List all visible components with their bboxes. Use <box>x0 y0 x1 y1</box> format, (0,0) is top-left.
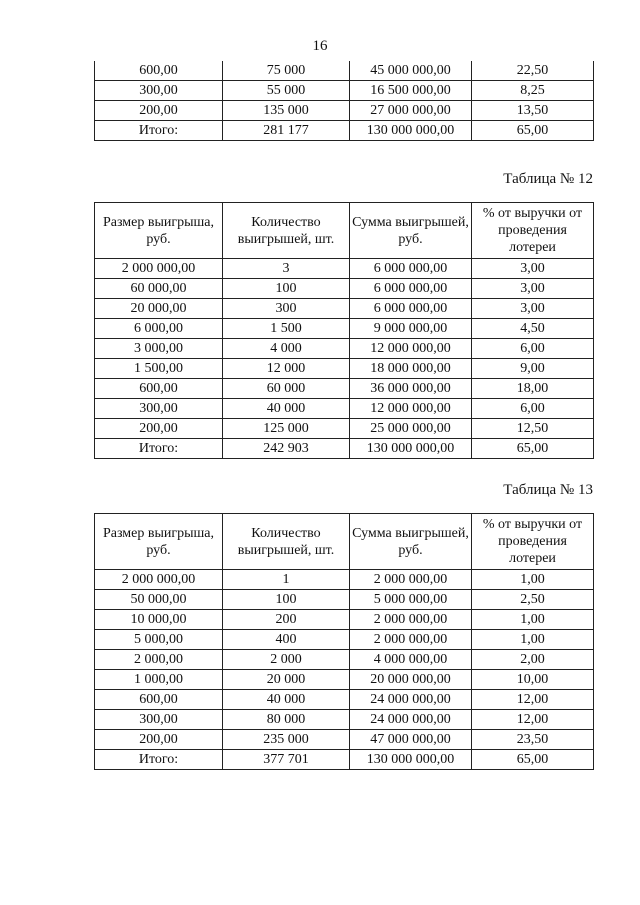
cell-prize-count: 377 701 <box>223 750 350 770</box>
cell-prize-count: 200 <box>223 610 350 630</box>
cell-prize-size: 60 000,00 <box>95 279 223 299</box>
table-row <box>95 299 594 319</box>
prize-table-13 <box>94 513 594 770</box>
cell-revenue-percent: 6,00 <box>472 339 594 359</box>
cell-prize-sum: 20 000 000,00 <box>350 670 472 690</box>
cell-prize-sum: 2 000 000,00 <box>350 630 472 650</box>
table-row <box>95 710 594 730</box>
table-13-caption: Таблица № 13 <box>503 482 593 498</box>
cell-prize-size: 600,00 <box>95 379 223 399</box>
cell-revenue-percent: 1,00 <box>472 630 594 650</box>
cell-prize-size: 200,00 <box>95 101 223 121</box>
cell-prize-count: 135 000 <box>223 101 350 121</box>
cell-prize-sum: 2 000 000,00 <box>350 570 472 590</box>
cell-prize-count: 75 000 <box>223 61 350 81</box>
cell-revenue-percent: 13,50 <box>472 101 594 121</box>
cell-prize-size: Итого: <box>95 439 223 459</box>
cell-prize-count: 100 <box>223 590 350 610</box>
table-row <box>95 730 594 750</box>
cell-prize-count: 20 000 <box>223 670 350 690</box>
cell-revenue-percent: 3,00 <box>472 279 594 299</box>
cell-prize-sum: 4 000 000,00 <box>350 650 472 670</box>
header-prize-count: Количество выигрышей, шт. <box>223 203 350 259</box>
table-header-row <box>95 203 594 259</box>
table-row <box>95 630 594 650</box>
table-row <box>95 670 594 690</box>
cell-prize-size: 300,00 <box>95 710 223 730</box>
header-prize-sum: Сумма выигрышей, руб. <box>350 203 472 259</box>
cell-prize-count: 40 000 <box>223 690 350 710</box>
cell-prize-sum: 27 000 000,00 <box>350 101 472 121</box>
table-12-caption: Таблица № 12 <box>503 171 593 187</box>
table-row <box>95 690 594 710</box>
cell-revenue-percent: 3,00 <box>472 259 594 279</box>
cell-prize-count: 12 000 <box>223 359 350 379</box>
cell-prize-size: 1 500,00 <box>95 359 223 379</box>
table-row <box>95 339 594 359</box>
table-row <box>95 101 594 121</box>
cell-prize-size: 6 000,00 <box>95 319 223 339</box>
header-revenue-percent: % от выручки от проведения лотереи <box>472 203 594 259</box>
cell-prize-sum: 130 000 000,00 <box>350 121 472 141</box>
header-prize-size: Размер выигрыша, руб. <box>95 203 223 259</box>
cell-revenue-percent: 65,00 <box>472 439 594 459</box>
cell-prize-size: 20 000,00 <box>95 299 223 319</box>
cell-prize-size: 2 000 000,00 <box>95 570 223 590</box>
cell-revenue-percent: 4,50 <box>472 319 594 339</box>
cell-prize-count: 100 <box>223 279 350 299</box>
cell-prize-count: 300 <box>223 299 350 319</box>
cell-revenue-percent: 1,00 <box>472 610 594 630</box>
cell-prize-count: 2 000 <box>223 650 350 670</box>
cell-prize-size: 600,00 <box>95 690 223 710</box>
cell-revenue-percent: 65,00 <box>472 121 594 141</box>
cell-prize-size: 3 000,00 <box>95 339 223 359</box>
cell-prize-count: 1 <box>223 570 350 590</box>
cell-prize-sum: 5 000 000,00 <box>350 590 472 610</box>
cell-prize-count: 40 000 <box>223 399 350 419</box>
cell-revenue-percent: 3,00 <box>472 299 594 319</box>
cell-prize-sum: 130 000 000,00 <box>350 750 472 770</box>
table-body <box>95 570 594 770</box>
prize-table-12 <box>94 202 594 459</box>
table-row <box>95 279 594 299</box>
table-total-row <box>95 439 594 459</box>
header-prize-sum: Сумма выигрышей, руб. <box>350 514 472 570</box>
cell-prize-count: 80 000 <box>223 710 350 730</box>
table-row <box>95 570 594 590</box>
table-body <box>95 259 594 459</box>
cell-revenue-percent: 1,00 <box>472 570 594 590</box>
cell-prize-size: 1 000,00 <box>95 670 223 690</box>
cell-prize-sum: 25 000 000,00 <box>350 419 472 439</box>
cell-prize-size: 300,00 <box>95 399 223 419</box>
cell-prize-sum: 130 000 000,00 <box>350 439 472 459</box>
cell-prize-sum: 24 000 000,00 <box>350 690 472 710</box>
cell-prize-sum: 6 000 000,00 <box>350 259 472 279</box>
table-body <box>95 61 594 141</box>
cell-prize-sum: 16 500 000,00 <box>350 81 472 101</box>
cell-prize-count: 400 <box>223 630 350 650</box>
cell-prize-sum: 6 000 000,00 <box>350 279 472 299</box>
table-row <box>95 399 594 419</box>
cell-prize-sum: 12 000 000,00 <box>350 399 472 419</box>
cell-prize-count: 281 177 <box>223 121 350 141</box>
table-total-row <box>95 750 594 770</box>
header-revenue-percent: % от выручки от проведения лотереи <box>472 514 594 570</box>
cell-prize-count: 60 000 <box>223 379 350 399</box>
header-prize-size: Размер выигрыша, руб. <box>95 514 223 570</box>
cell-revenue-percent: 18,00 <box>472 379 594 399</box>
table-row <box>95 61 594 81</box>
cell-prize-size: 300,00 <box>95 81 223 101</box>
cell-revenue-percent: 12,00 <box>472 710 594 730</box>
table-header-row <box>95 514 594 570</box>
cell-prize-sum: 2 000 000,00 <box>350 610 472 630</box>
cell-revenue-percent: 9,00 <box>472 359 594 379</box>
table-row <box>95 359 594 379</box>
cell-prize-count: 3 <box>223 259 350 279</box>
cell-prize-sum: 6 000 000,00 <box>350 299 472 319</box>
cell-prize-count: 242 903 <box>223 439 350 459</box>
cell-prize-size: 5 000,00 <box>95 630 223 650</box>
cell-revenue-percent: 8,25 <box>472 81 594 101</box>
table-row <box>95 650 594 670</box>
table-row <box>95 419 594 439</box>
cell-prize-count: 125 000 <box>223 419 350 439</box>
cell-prize-sum: 36 000 000,00 <box>350 379 472 399</box>
cell-revenue-percent: 2,50 <box>472 590 594 610</box>
cell-revenue-percent: 65,00 <box>472 750 594 770</box>
cell-prize-count: 1 500 <box>223 319 350 339</box>
cell-prize-size: 2 000,00 <box>95 650 223 670</box>
cell-prize-sum: 45 000 000,00 <box>350 61 472 81</box>
cell-prize-count: 55 000 <box>223 81 350 101</box>
cell-revenue-percent: 23,50 <box>472 730 594 750</box>
cell-prize-size: 600,00 <box>95 61 223 81</box>
table-row <box>95 259 594 279</box>
cell-revenue-percent: 22,50 <box>472 61 594 81</box>
cell-prize-sum: 12 000 000,00 <box>350 339 472 359</box>
cell-prize-size: Итого: <box>95 121 223 141</box>
cell-prize-sum: 24 000 000,00 <box>350 710 472 730</box>
cell-prize-sum: 47 000 000,00 <box>350 730 472 750</box>
table-row <box>95 319 594 339</box>
cell-prize-count: 4 000 <box>223 339 350 359</box>
cell-prize-size: Итого: <box>95 750 223 770</box>
cell-prize-sum: 18 000 000,00 <box>350 359 472 379</box>
cell-revenue-percent: 10,00 <box>472 670 594 690</box>
cell-revenue-percent: 6,00 <box>472 399 594 419</box>
cell-prize-size: 200,00 <box>95 419 223 439</box>
page-number: 16 <box>312 38 328 54</box>
cell-revenue-percent: 2,00 <box>472 650 594 670</box>
table-row <box>95 590 594 610</box>
cell-prize-size: 200,00 <box>95 730 223 750</box>
table-total-row <box>95 121 594 141</box>
header-prize-count: Количество выигрышей, шт. <box>223 514 350 570</box>
cell-prize-size: 2 000 000,00 <box>95 259 223 279</box>
cell-revenue-percent: 12,00 <box>472 690 594 710</box>
cell-prize-sum: 9 000 000,00 <box>350 319 472 339</box>
table-row <box>95 81 594 101</box>
cell-prize-count: 235 000 <box>223 730 350 750</box>
cell-revenue-percent: 12,50 <box>472 419 594 439</box>
table-row <box>95 610 594 630</box>
cell-prize-size: 50 000,00 <box>95 590 223 610</box>
table-row <box>95 379 594 399</box>
prize-table-continued <box>94 61 594 141</box>
cell-prize-size: 10 000,00 <box>95 610 223 630</box>
